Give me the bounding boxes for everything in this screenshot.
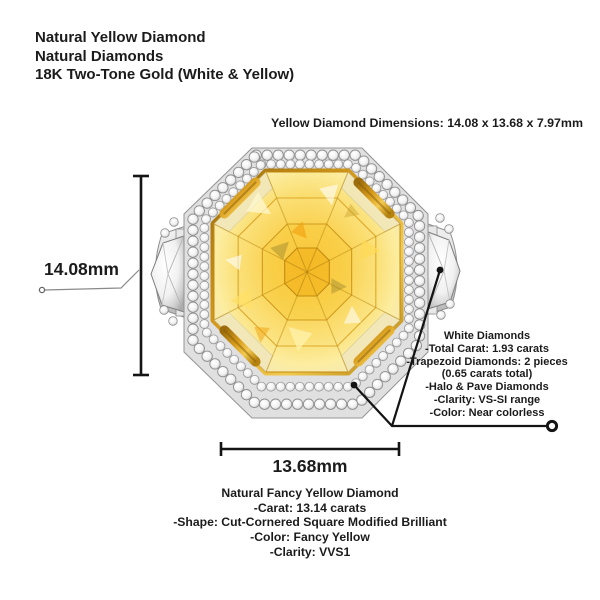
- dimensions-note: Yellow Diamond Dimensions: 14.08 x 13.68 x 7.97mm: [271, 116, 583, 130]
- spec-line: (0.65 carats total): [441, 368, 533, 381]
- height-measurement-label: 14.08mm: [44, 259, 119, 279]
- spec-line: -Shape: Cut-Cornered Square Modified Brilliant: [173, 515, 447, 530]
- spec-line: -Carat: 13.14 carats: [253, 500, 367, 515]
- spec-line: -Clarity: VVS1: [269, 544, 351, 559]
- spec-line: -Halo & Pave Diamonds: [425, 381, 549, 394]
- yellow-diamond-specs: [135, 486, 485, 560]
- spec-line: -Color: Near colorless: [429, 406, 545, 419]
- spec-line: -Total Carat: 1.93 carats: [425, 342, 549, 355]
- spec-line: -Color: Fancy Yellow: [250, 530, 370, 545]
- halo-callout-dot: [351, 382, 358, 389]
- yellow-diamond-title: Natural Fancy Yellow Diamond: [221, 486, 399, 500]
- header-specs: [35, 29, 294, 85]
- spec-line: -Trapezoid Diamonds: 2 pieces: [406, 355, 568, 368]
- spec-line: -Clarity: VS-SI range: [433, 393, 541, 406]
- white-diamonds-title: White Diamonds: [443, 330, 531, 342]
- callout-end-circle: [547, 421, 556, 430]
- width-measurement-label: 13.68mm: [272, 456, 348, 476]
- header-line-gold: 18K Two-Tone Gold (White & Yellow): [35, 66, 295, 83]
- header-line-diamonds: Natural Diamonds: [35, 47, 164, 65]
- header-line-material: Natural Yellow Diamond: [35, 29, 206, 46]
- trapezoid-callout-dot: [437, 267, 444, 274]
- white-diamonds-specs: [398, 330, 576, 420]
